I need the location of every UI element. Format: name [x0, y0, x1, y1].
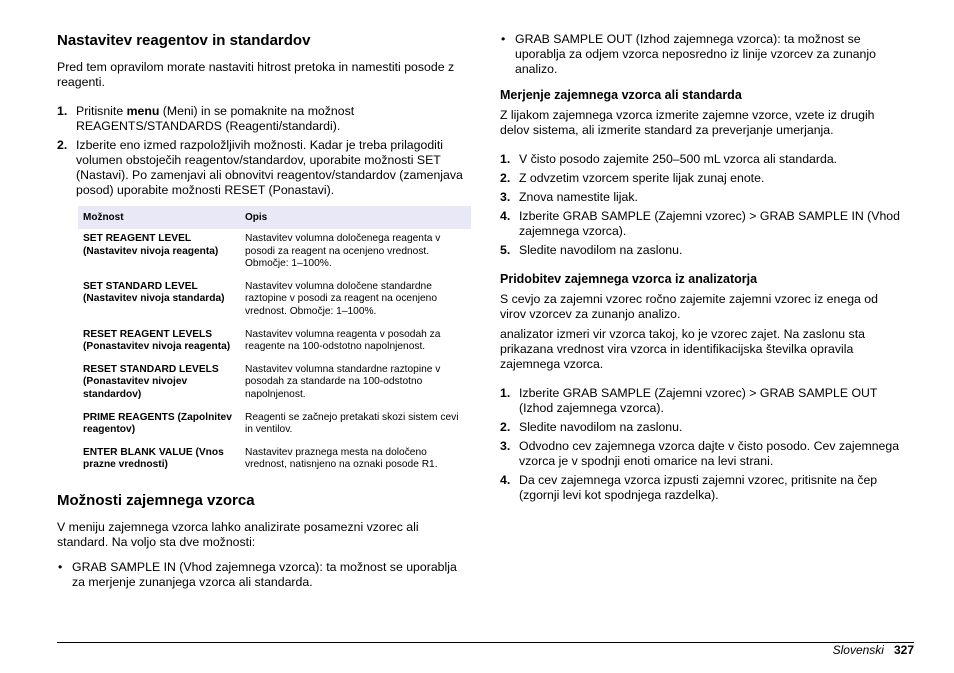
subsection-title-obtain: Pridobitev zajemnega vzorca iz analizatorja — [500, 272, 758, 286]
table-row — [78, 229, 471, 277]
subsection-title-measure: Merjenje zajemnega vzorca ali standarda — [500, 88, 742, 102]
options-table — [78, 206, 471, 478]
table-header-option: Možnost — [78, 206, 240, 229]
step-item: 4. Izberite GRAB SAMPLE (Zajemni vzorec) > GRAB SAMPLE IN (Vhod zajemnega vzorca). — [500, 209, 900, 238]
list-item: • GRAB SAMPLE OUT (Izhod zajemnega vzorca): ta možnost se uporablja za odjem vzorca neposredno iz linije vzorcev za zunanjo analizo. — [500, 32, 900, 77]
table-cell-description: Nastavitev praznega mesta na določeno vrednost, natisnjeno na oznaki posode R1. — [245, 446, 438, 471]
step-item: 1. V čisto posodo zajemite 250–500 mL vzorca ali standarda. — [500, 152, 838, 166]
table-cell-description: Reagenti se začnejo pretakati skozi sistem cevi in ventilov. — [245, 411, 459, 436]
table-cell-description: Nastavitev volumna reagenta v posodah za reagente na 100-odstotno napolnjenost. — [245, 328, 441, 353]
left-column — [57, 32, 471, 590]
table-cell-option: SET REAGENT LEVEL (Nastavitev nivoja reagenta) — [83, 233, 219, 257]
table-cell-description: Nastavitev volumna standardne raztopine v posodah za standarde na 100-odstotno napolnjenost. — [245, 363, 441, 400]
table-row — [78, 408, 471, 443]
table-cell-option: ENTER BLANK VALUE (Vnos prazne vrednosti) — [83, 446, 224, 471]
step-item: 2. Sledite navodilom na zaslonu. — [500, 420, 683, 434]
step-item: 3. Znova namestite lijak. — [500, 190, 638, 204]
step-item: 2. Izberite eno izmed razpoložljivih možnosti. Kadar je treba prilagoditi volumen obstoječih reagentov/standardov, uporabite možnosti SET (Nastavi). Po zamenjavi ali obnovitvi reagentov/standardov (zamenjava posod) uporabite možnosti RESET (Ponastavi). — [57, 138, 463, 197]
table-row — [78, 277, 471, 325]
table-cell-description: Nastavitev volumna določene standardne raztopine v posodi za reagent na ocenjeno vrednost. Območje: 1–100%. — [245, 280, 438, 317]
subsection-note-obtain: analizator izmeri vir vzorca takoj, ko je vzorec zajet. Na zaslonu sta prikazana vrednost vira vzorca in identifikacijska številka opravila zajemnega vzorca. — [500, 327, 865, 371]
menu-key: menu — [126, 104, 160, 118]
table-header-row — [78, 206, 471, 229]
subsection-intro-measure: Z lijakom zajemnega vzorca izmerite zajemne vzorce, vzete iz drugih delov sistema, ali izmerite standard za preverjanje umerjanja. — [500, 108, 875, 137]
right-column — [500, 32, 900, 503]
step-item: 1. Pritisnite menu (Meni) in se pomaknite na možnost REAGENTS/STANDARDS (Reagenti/standardi). — [57, 104, 355, 133]
step-item: 4. Da cev zajemnega vzorca izpusti zajemni vzorec, pritisnite na čep (zgornji levi kot spodnjega razdelka). — [500, 473, 878, 502]
section-intro-reagents: Pred tem opravilom morate nastaviti hitrost pretoka in namestiti posode z reagenti. — [57, 60, 455, 89]
table-row — [78, 443, 471, 478]
reagents-steps — [57, 104, 471, 198]
table-cell-description: Nastavitev volumna določenega reagenta v posodi za reagent na ocenjeno vrednost. Območje: 1–100%. — [245, 233, 441, 270]
grab-sample-options-list-continued — [500, 32, 900, 77]
subsection-intro-obtain: S cevjo za zajemni vzorec ročno zajemite zajemni vzorec iz enega od virov vzorcev za zunanjo analizo. — [500, 292, 878, 321]
obtain-steps — [500, 386, 900, 503]
step-item: 1. Izberite GRAB SAMPLE (Zajemni vzorec) > GRAB SAMPLE OUT (Izhod zajemnega vzorca). — [500, 386, 878, 415]
table-row — [78, 325, 471, 360]
measure-steps — [500, 152, 900, 258]
table-row — [78, 360, 471, 408]
table-cell-option: PRIME REAGENTS (Zapolnitev reagentov) — [83, 411, 232, 436]
table-cell-option: RESET STANDARD LEVELS (Ponastavitev nivojev standardov) — [83, 363, 219, 400]
page-footer — [833, 643, 914, 658]
footer-language: Slovenski — [832, 643, 884, 657]
footer-divider — [57, 642, 914, 643]
table-cell-option: SET STANDARD LEVEL (Nastavitev nivoja standarda) — [83, 280, 225, 305]
grab-sample-options-list — [57, 560, 471, 590]
step-item: 3. Odvodno cev zajemnega vzorca dajte v čisto posodo. Cev zajemnega vzorca je v spodnji enoti omarice na levi strani. — [500, 439, 900, 468]
list-item: • GRAB SAMPLE IN (Vhod zajemnega vzorca): ta možnost se uporablja za merjenje zunanjega vzorca ali standarda. — [57, 560, 471, 590]
section-title-grab-sample: Možnosti zajemnega vzorca — [57, 491, 255, 509]
section-intro-grab-sample: V meniju zajemnega vzorca lahko analizirate posamezni vzorec ali standard. Na voljo sta dve možnosti: — [57, 519, 419, 549]
table-cell-option: RESET REAGENT LEVELS (Ponastavitev nivoja reagenta) — [83, 328, 231, 353]
table-header-description: Opis — [240, 206, 471, 229]
step-item: 2. Z odvzetim vzorcem sperite lijak zunaj enote. — [500, 171, 765, 185]
step-item: 5. Sledite navodilom na zaslonu. — [500, 243, 683, 257]
page-number: 327 — [893, 643, 914, 657]
section-title-reagents: Nastavitev reagentov in standardov — [57, 32, 311, 49]
